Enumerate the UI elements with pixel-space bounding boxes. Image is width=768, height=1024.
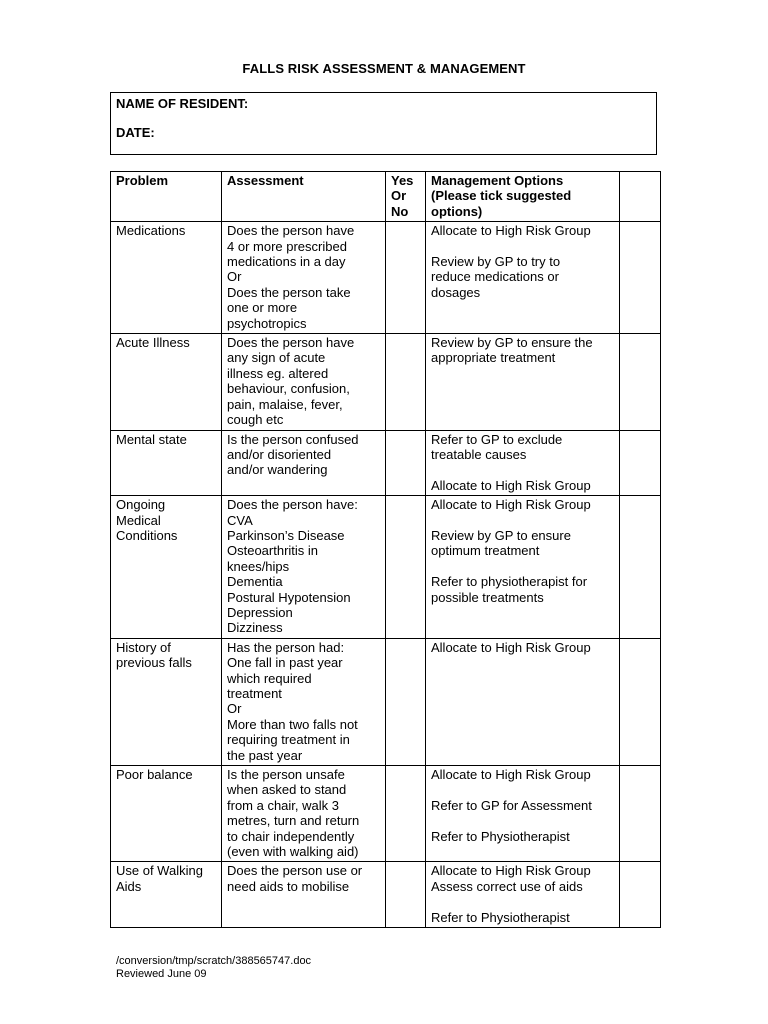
management-cell-line: Refer to Physiotherapist — [431, 828, 570, 844]
table-row — [111, 334, 661, 430]
assessment-cell-line: Has the person had: — [227, 639, 345, 655]
management-cell-line: Allocate to High Risk Group — [431, 639, 591, 655]
problem-cell — [111, 496, 222, 639]
header-yes-no-line: No — [391, 203, 409, 219]
problem-cell-line: Acute Illness — [116, 335, 190, 351]
assessment-cell — [222, 222, 386, 334]
document-footer — [116, 955, 311, 981]
yes-no-cell[interactable] — [386, 334, 426, 430]
tick-cell[interactable] — [620, 334, 661, 430]
management-cell-line: treatable causes — [431, 446, 527, 462]
header-problem: Problem — [111, 172, 222, 222]
tick-cell[interactable] — [620, 496, 661, 639]
yes-no-cell[interactable] — [386, 496, 426, 639]
table-row — [111, 222, 661, 334]
assessment-cell-line: which required — [227, 670, 312, 686]
header-assessment: Assessment — [222, 172, 386, 222]
problem-cell-line: previous falls — [116, 655, 192, 671]
yes-no-cell[interactable] — [386, 862, 426, 928]
assessment-cell-line: metres, turn and return — [227, 813, 360, 829]
assessment-cell-line: requiring treatment in — [227, 732, 350, 748]
management-cell-line — [431, 239, 614, 254]
problem-cell — [111, 222, 222, 334]
assessment-cell — [222, 496, 386, 639]
assessment-cell-line: illness eg. altered — [227, 365, 329, 381]
assessment-cell-line: knees/hips — [227, 558, 290, 574]
tick-cell[interactable] — [620, 222, 661, 334]
assessment-cell-line: cough etc — [227, 412, 284, 428]
assessment-cell-line: Postural Hypotension — [227, 589, 351, 605]
assessment-cell-line: Does the person have: — [227, 497, 358, 513]
assessment-cell-line: and/or wandering — [227, 462, 328, 478]
management-cell-line: optimum treatment — [431, 543, 540, 559]
tick-cell[interactable] — [620, 862, 661, 928]
management-cell-line: dosages — [431, 284, 481, 300]
problem-cell-line: Poor balance — [116, 767, 193, 783]
yes-no-cell[interactable] — [386, 766, 426, 862]
management-cell-line — [431, 513, 614, 528]
problem-cell-line: History of — [116, 639, 171, 655]
assessment-cell-line: from a chair, walk 3 — [227, 797, 339, 813]
assessment-cell-line: to chair independently — [227, 828, 355, 844]
management-cell — [426, 334, 620, 430]
assessment-cell-line: Depression — [227, 604, 293, 620]
assessment-cell-line: and/or disoriented — [227, 446, 332, 462]
assessment-cell-line: when asked to stand — [227, 782, 347, 798]
assessment-cell-line: need aids to mobilise — [227, 878, 350, 894]
assessment-cell-line: Osteoarthritis in — [227, 543, 319, 559]
management-cell-line: Allocate to High Risk Group — [431, 767, 591, 783]
problem-cell — [111, 430, 222, 496]
header-yes-no — [386, 172, 426, 222]
management-cell — [426, 766, 620, 862]
header-management-line: Management Options — [431, 173, 564, 188]
management-cell-line: Refer to physiotherapist for — [431, 574, 588, 590]
header-yes-no-line: Or — [391, 188, 407, 204]
assessment-cell-line: behaviour, confusion, — [227, 381, 350, 397]
problem-cell-line: Mental state — [116, 431, 187, 447]
problem-cell-line: Conditions — [116, 527, 178, 543]
problem-cell-line: Aids — [116, 878, 142, 894]
assessment-cell — [222, 638, 386, 765]
assessment-cell — [222, 430, 386, 496]
management-cell — [426, 638, 620, 765]
header-tick-column — [620, 172, 661, 222]
assessment-cell-line: the past year — [227, 747, 303, 763]
management-cell-line: Refer to Physiotherapist — [431, 909, 570, 925]
management-cell-line — [431, 782, 614, 797]
assessment-cell — [222, 862, 386, 928]
resident-info-box — [110, 92, 657, 155]
management-cell — [426, 222, 620, 334]
assessment-cell-line: Does the person have — [227, 335, 355, 351]
assessment-cell-line: medications in a day — [227, 254, 346, 270]
management-cell-line: Review by GP to ensure the — [431, 335, 593, 351]
management-cell-line: appropriate treatment — [431, 350, 556, 366]
management-cell-line: possible treatments — [431, 589, 544, 605]
table-row — [111, 766, 661, 862]
assessment-cell-line: Dizziness — [227, 620, 283, 636]
management-cell-line — [431, 813, 614, 828]
header-management — [426, 172, 620, 222]
problem-cell-line: Medications — [116, 223, 186, 239]
management-cell-line: reduce medications or — [431, 269, 559, 285]
management-cell-line: Allocate to High Risk Group — [431, 477, 591, 493]
problem-cell — [111, 334, 222, 430]
table-header-row — [111, 172, 661, 222]
assessment-cell-line: CVA — [227, 512, 253, 528]
management-cell-line — [431, 462, 614, 477]
tick-cell[interactable] — [620, 638, 661, 765]
management-cell-line: Allocate to High Risk Group — [431, 497, 591, 513]
footer-file-path: /conversion/tmp/scratch/388565747.doc — [116, 955, 312, 967]
assessment-cell-line: Does the person take — [227, 284, 351, 300]
management-cell-line: Assess correct use of aids — [431, 878, 583, 894]
assessment-cell-line: Or — [227, 269, 242, 285]
assessment-cell-line: More than two falls not — [227, 716, 358, 732]
management-cell-line: Allocate to High Risk Group — [431, 223, 591, 239]
assessment-cell-line: psychotropics — [227, 315, 307, 331]
assessment-cell-line: Dementia — [227, 574, 283, 590]
table-row — [111, 496, 661, 639]
header-yes-no-line: Yes — [391, 173, 414, 188]
yes-no-cell[interactable] — [386, 430, 426, 496]
assessment-cell-line: One fall in past year — [227, 655, 343, 671]
table-row — [111, 862, 661, 928]
assessment-cell-line: Does the person have — [227, 223, 355, 239]
footer-reviewed-date: Reviewed June 09 — [116, 968, 207, 980]
date-label: DATE: — [116, 125, 155, 140]
table-row — [111, 638, 661, 765]
assessment-cell-line: Is the person confused — [227, 431, 359, 447]
header-management-line: options) — [431, 203, 483, 219]
management-cell-line — [431, 559, 614, 574]
document-title: FALLS RISK ASSESSMENT & MANAGEMENT — [242, 61, 526, 76]
assessment-cell-line: pain, malaise, fever, — [227, 396, 343, 412]
table-row — [111, 430, 661, 496]
problem-cell — [111, 638, 222, 765]
assessment-cell-line: Parkinson’s Disease — [227, 527, 345, 543]
management-cell-line: Refer to GP for Assessment — [431, 797, 592, 813]
yes-no-cell[interactable] — [386, 638, 426, 765]
assessment-cell-line: (even with walking aid) — [227, 844, 359, 860]
problem-cell — [111, 766, 222, 862]
management-cell-line: Refer to GP to exclude — [431, 431, 563, 447]
resident-name-label: NAME OF RESIDENT: — [116, 96, 249, 111]
problem-cell-line: Ongoing — [116, 497, 166, 513]
management-cell-line: Allocate to High Risk Group — [431, 863, 591, 879]
assessment-cell-line: one or more — [227, 300, 298, 316]
management-cell — [426, 430, 620, 496]
problem-cell-line: Medical — [116, 512, 161, 528]
assessment-cell — [222, 334, 386, 430]
assessment-cell-line: Does the person use or — [227, 863, 363, 879]
tick-cell[interactable] — [620, 430, 661, 496]
problem-cell — [111, 862, 222, 928]
management-cell-line — [431, 894, 614, 909]
tick-cell[interactable] — [620, 766, 661, 862]
assessment-cell — [222, 766, 386, 862]
management-cell-line: Review by GP to ensure — [431, 527, 571, 543]
management-cell — [426, 862, 620, 928]
assessment-cell-line: 4 or more prescribed — [227, 238, 347, 254]
assessment-cell-line: any sign of acute — [227, 350, 326, 366]
assessment-cell-line: Is the person unsafe — [227, 767, 345, 783]
yes-no-cell[interactable] — [386, 222, 426, 334]
management-cell-line: Review by GP to try to — [431, 254, 561, 270]
header-management-line: (Please tick suggested — [431, 188, 572, 204]
assessment-cell-line: treatment — [227, 685, 282, 701]
problem-cell-line: Use of Walking — [116, 863, 203, 879]
management-cell — [426, 496, 620, 639]
assessment-cell-line: Or — [227, 701, 242, 717]
falls-risk-table — [110, 171, 661, 928]
